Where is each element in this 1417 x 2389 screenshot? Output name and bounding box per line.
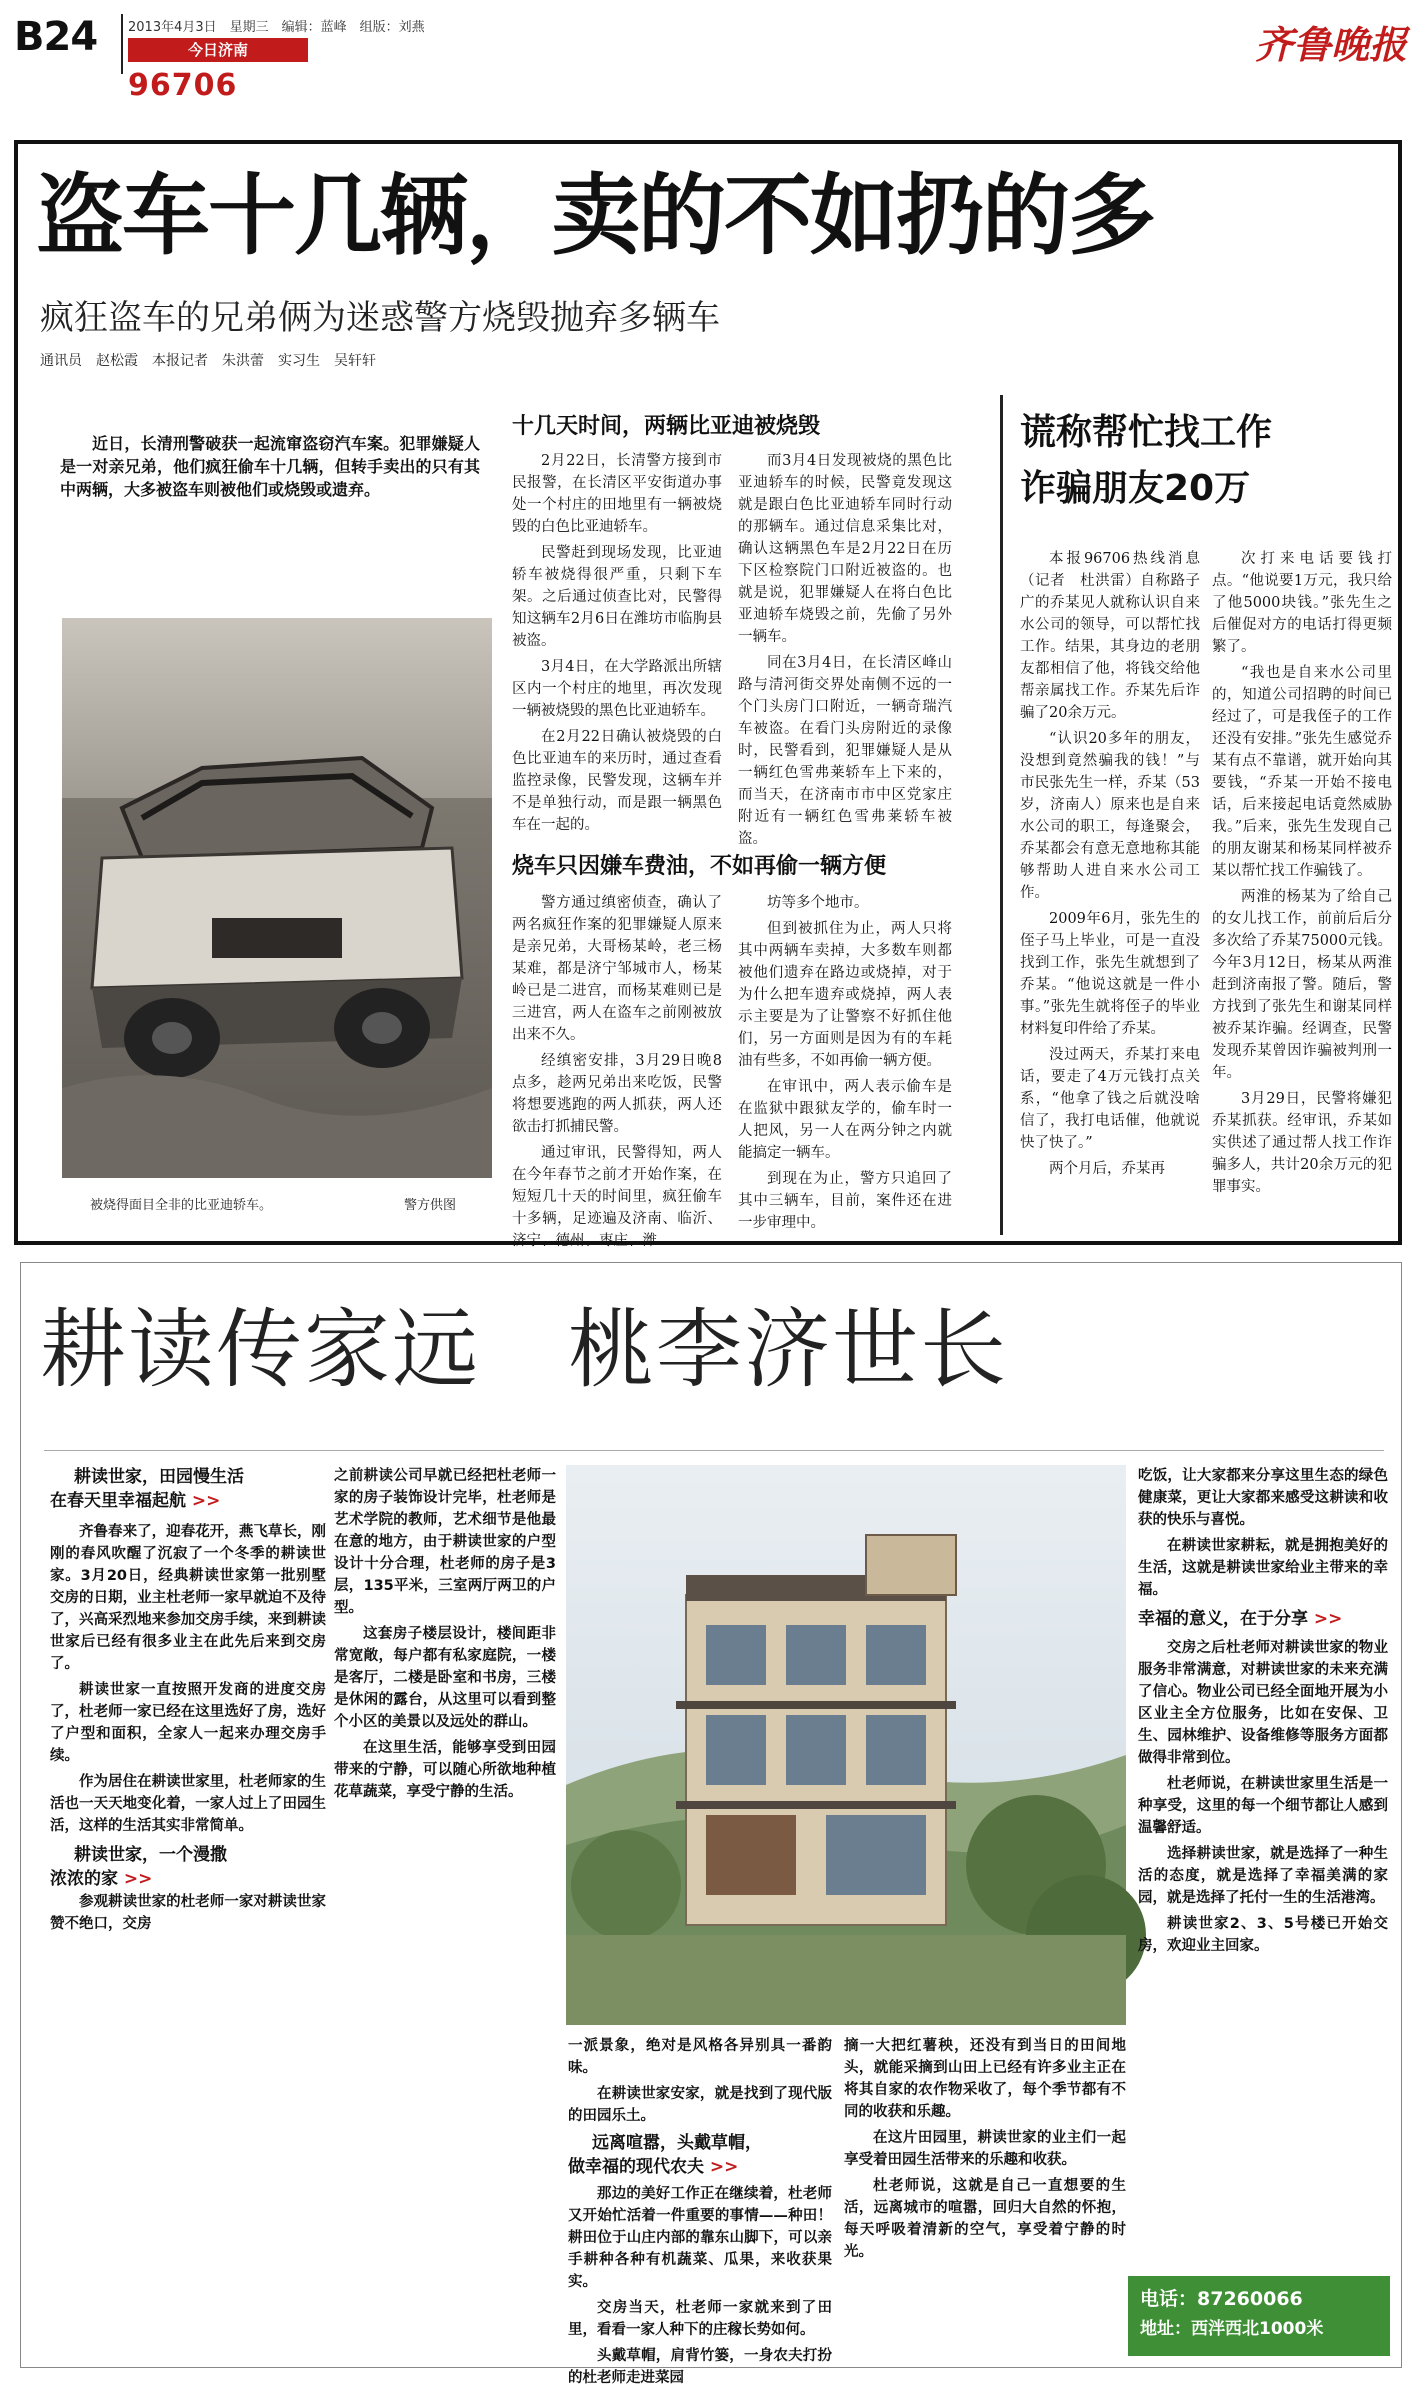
article2-headline-2: 诈骗朋友20万 <box>1020 468 1251 509</box>
article-headline: 盗车十几辆，卖的不如扔的多 <box>36 164 1155 267</box>
ad-headline: 耕读传家远 桃李济世长 <box>40 1300 1008 1400</box>
section-tag: 今日济南 <box>128 38 308 62</box>
villa-photo <box>566 1465 1126 2025</box>
ad-subhead-3a: 远离喧嚣，头戴草帽， <box>592 2133 762 2153</box>
burnt-car-illustration <box>62 618 492 1178</box>
page-number: B24 <box>14 14 98 60</box>
column-3b: 坊等多个地市。 但到被抓住为止，两人只将其中两辆车卖掉，大多数车则都被他们遗弃在路边或烧掉，对于为什么把车遗弃或烧掉，两人表示主要是为了让警察不好抓住他们，另一方面则是因为有的车耗油有些多，不如再偷一辆方便。 在审讯中，两人表示偷车是在监狱中跟狱友学的，偷车时一人把风，另一人在两分钟之内就能搞定一辆车。 到现在为止，警方只追回了其中三辆车，目前，案件还在进一步审理中。 <box>738 895 952 1231</box>
ad-subhead-2b: 浓浓的家 >> <box>50 1869 153 1889</box>
photo-credit: 警方供图 <box>404 1198 457 1213</box>
article2-divider <box>1000 395 1003 1235</box>
ad-rule <box>44 1450 1384 1451</box>
ad-subhead-1b: 在春天里幸福起航 >> <box>50 1491 221 1511</box>
ad-column-4: 摘一大把红薯秧，还没有到当日的田间地头，就能采摘到山田上已经有许多业主正在将其自家的农作物采收了，每个季节都有不同的收获和乐趣。 在这片田园里，耕读世家的业主们一起享受着田园生活带来的乐趣和收获。 杜老师说，这就是自己一直想要的生活，远离城市的喧嚣，回归大自然的怀抱，每天呼吸着清新的空气，享受着宁静的时光。 <box>844 2038 1126 2260</box>
column-3a: 而3月4日发现被烧的黑色比亚迪轿车的时候，民警竟发现这就是跟白色比亚迪轿车同时行动的那辆车。通过信息采集比对，确认这辆黑色车是2月22日在历下区检察院门口附近被盗的。也就是说，犯罪嫌疑人在将白色比亚迪轿车烧毁之前，先偷了另外一辆车。 同在3月4日，在长清区峰山路与清河街交界处南侧不远的一个门头房门口附近，一辆奇瑞汽车被盗。在看门头房附近的录像时，民警看到，犯罪嫌疑人是从一辆红色雪弗莱轿车上下来的，而当天，在济南市市中区党家庄附近有一辆红色雪弗莱轿车被盗。 <box>738 453 952 847</box>
ad-column-5: 吃饭，让大家都来分享这里生态的绿色健康菜，更让大家都来感受这耕读和收获的快乐与喜悦。 在耕读世家耕耘，就是拥抱美好的生活，这就是耕读世家给业主带来的幸福。 幸福的意义，在于分享 >> 交房之后杜老师对耕读世家的物业服务非常满意，对耕读世家的未来充满了信心。物业公司已经全面地开展为小区业主全方位服务，比如在安保、卫生、园林维护、设备维修等服务方面都做得非常到位。 杜老师说，在耕读世家里生活是一种享受，这里的每一个细节都让人感到温馨舒适。 选择耕读世家，就是选择了一种生活的态度，就是选择了幸福美满的家园，就是选择了托付一生的生活港湾。 耕读世家2、3、5号楼已开始交房，欢迎业主回家。 <box>1138 1468 1388 1954</box>
newspaper-logo: 齐鲁晚报 <box>1255 22 1408 67</box>
column-2a: 2月22日，长清警方接到市民报警，在长清区平安街道办事处一个村庄的田地里有一辆被烧毁的白色比亚迪轿车。 民警赶到现场发现，比亚迪轿车被烧得很严重，只剩下车架。之后通过侦查比对，民警得知这辆车2月6日在潍坊市临朐县被盗。 3月4日，在大学路派出所辖区内一个村庄的地里，再次发现一辆被烧毁的黑色比亚迪轿车。 在2月22日确认被烧毁的白色比亚迪车的来历时，通过查看监控录像，民警发现，这辆车并不是单独行动，而是跟一辆黑色车在一起的。 <box>512 453 722 833</box>
ad-column-1: 耕读世家，田园慢生活 在春天里幸福起航 >> 齐鲁春来了，迎春花开，燕飞草长，刚刚的春风吹醒了沉寂了一个冬季的耕读世家。3月20日，经典耕读世家第一批别墅交房的日期，业主杜老师一家早就迫不及待了，兴高采烈地来参加交房手续，来到耕读世家后已经有很多业主在此先后来到交房了。 耕读世家一直按照开发商的进度交房了，杜老师一家已经在这里选好了房，选好了户型和面积，全家人一起来办理交房手续。 作为居住在耕读世家里，杜老师家的生活也一天天地变化着，一家人过上了田园生活，这样的生活其实非常简单。 耕读世家，一个漫撒 浓浓的家 >> 参观耕读世家的杜老师一家对耕读世家赞不绝口，交房 <box>50 1467 326 1932</box>
byline: 通讯员 赵松霞 本报记者 朱洪蕾 实习生 吴轩轩 <box>40 353 376 369</box>
ad-subhead-share: 幸福的意义，在于分享 >> <box>1138 1609 1343 1629</box>
ad-subhead-1a: 耕读世家，田园慢生活 <box>74 1467 244 1487</box>
article2-column-2: 次打来电话要钱打点。“他说要1万元，我只给了他5000块钱。”张先生之后催促对方的电话打得更频繁了。 “我也是自来水公司里的，知道公司招聘的时间已经过了，可是我侄子的工作还没有安排。”张先生感觉乔某有点不靠谱，就开始向其要钱，“乔某一开始不接电话，后来接起电话竟然威胁我。”后来，张先生发现自己的朋友谢某和杨某同样被乔某以帮忙找工作骗钱了。 两淮的杨某为了给自己的女儿找工作，前前后后分多次给了乔某75000元钱。今年3月12日，杨某从两淮赶到济南报了警。随后，警方找到了张先生和谢某同样被乔某诈骗。经调查，民警发现乔某曾因诈骗被判刑一年。 3月29日，民警将嫌犯乔某抓获。经审讯，乔某如实供述了通过帮人找工作诈骗多人，共计20余万元的犯罪事实。 <box>1212 551 1392 1195</box>
column-2b: 警方通过缜密侦查，确认了两名疯狂作案的犯罪嫌疑人原来是亲兄弟，大哥杨某岭，老三杨某难，都是济宁邹城市人，杨某岭已是二进宫，而杨某难则已是三进宫，两人在盗车之前刚被放出来不久。 经缜密安排，3月29日晚8点多，趁两兄弟出来吃饭，民警将想要逃跑的两人抓获，两人还欲击打抓捕民警。 通过审讯，民警得知，两人在今年春节之前才开始作案，在短短几十天的时间里，疯狂偷车十多辆，足迹遍及济南、临沂、济宁、德州、枣庄、潍 <box>512 895 722 1249</box>
burnt-car-photo <box>62 618 492 1178</box>
photo-caption: 被烧得面目全非的比亚迪轿车。 <box>90 1198 273 1213</box>
lead-paragraph: 近日，长清刑警破获一起流窜盗窃汽车案。犯罪嫌疑人是一对亲兄弟，他们疯狂偷车十几辆，但转手卖出的只有其中两辆，大多被盗车则被他们或烧毁或遗弃。 <box>60 434 480 499</box>
ad-subhead-3b: 做幸福的现代农夫 >> <box>568 2157 739 2177</box>
article2-column-1: 本报96706热线消息（记者 杜洪雷）自称路子广的乔某见人就称认识自来水公司的领导，可以帮忙找工作。结果，其身边的老朋友都相信了他，将钱交给他帮亲属找工作。乔某先后诈骗了20余万元。 “认识20多年的朋友，没想到竟然骗我的钱！”与市民张先生一样，乔某（53岁，济南人）原来也是自来水公司的职工，每逢聚会，乔某都会有意无意地称其能够帮助人进自来水公司工作。 2009年6月，张先生的侄子马上毕业，可是一直没找到工作，张先生就想到了乔某。“他说这就是一件小事。”张先生就将侄子的毕业材料复印件给了乔某。 没过两天，乔某打来电话，要走了4万元钱打点关系，“他拿了钱之后就没啥信了，我打电话催，他就说快了快了。” 两个月后，乔某再 <box>1020 551 1200 1177</box>
header-divider <box>121 14 123 74</box>
ad-column-3: 一派景象，绝对是风格各异别具一番韵味。 在耕读世家安家，就是找到了现代版的田园乐土。 远离喧嚣，头戴草帽， 做幸福的现代农夫 >> 那边的美好工作正在继续着，杜老师又开始忙活着一件重要的事情——种田！耕田位于山庄内部的靠东山脚下，可以亲手耕种各种有机蔬菜、瓜果，来收获果实。 交房当天，杜老师一家就来到了田里，看看一家人种下的庄稼长势如何。 头戴草帽，肩背竹篓，一身农夫打扮的杜老师走进菜园 <box>568 2038 832 2386</box>
subhead-burn-reason: 烧车只因嫌车费油，不如再偷一辆方便 <box>512 854 887 879</box>
date-line: 2013年4月3日 星期三 编辑：蓝峰 组版：刘燕 <box>128 20 425 35</box>
article-subheadline: 疯狂盗车的兄弟俩为迷惑警方烧毁抛弃多辆车 <box>40 298 720 338</box>
ad-column-2: 之前耕读公司早就已经把杜老师一家的房子装饰设计完毕，杜老师是艺术学院的教师，艺术细节是他最在意的地方，由于耕读世家的户型设计十分合理，杜老师的房子是3层，135平米，三室两厅两卫的户型。 这套房子楼层设计，楼间距非常宽敞，每户都有私家庭院，一楼是客厅，二楼是卧室和书房，三楼是休闲的露台，从这里可以看到整个小区的美景以及远处的群山。 在这里生活，能够享受到田园带来的宁静，可以随心所欲地种植花草蔬菜，享受宁静的生活。 <box>334 1468 556 1800</box>
contact-address: 地址：西泮西北1000米 <box>1140 2319 1324 2339</box>
villa-illustration <box>566 1465 1126 2025</box>
contact-phone: 电话：87260066 <box>1140 2288 1303 2310</box>
ad-subhead-2a: 耕读世家，一个漫撒 <box>74 1845 227 1865</box>
subhead-burned-cars: 十几天时间，两辆比亚迪被烧毁 <box>512 414 821 439</box>
hotline-number: 96706 <box>128 68 238 103</box>
article2-headline-1: 谎称帮忙找工作 <box>1020 412 1273 453</box>
contact-box <box>1128 2276 1390 2356</box>
